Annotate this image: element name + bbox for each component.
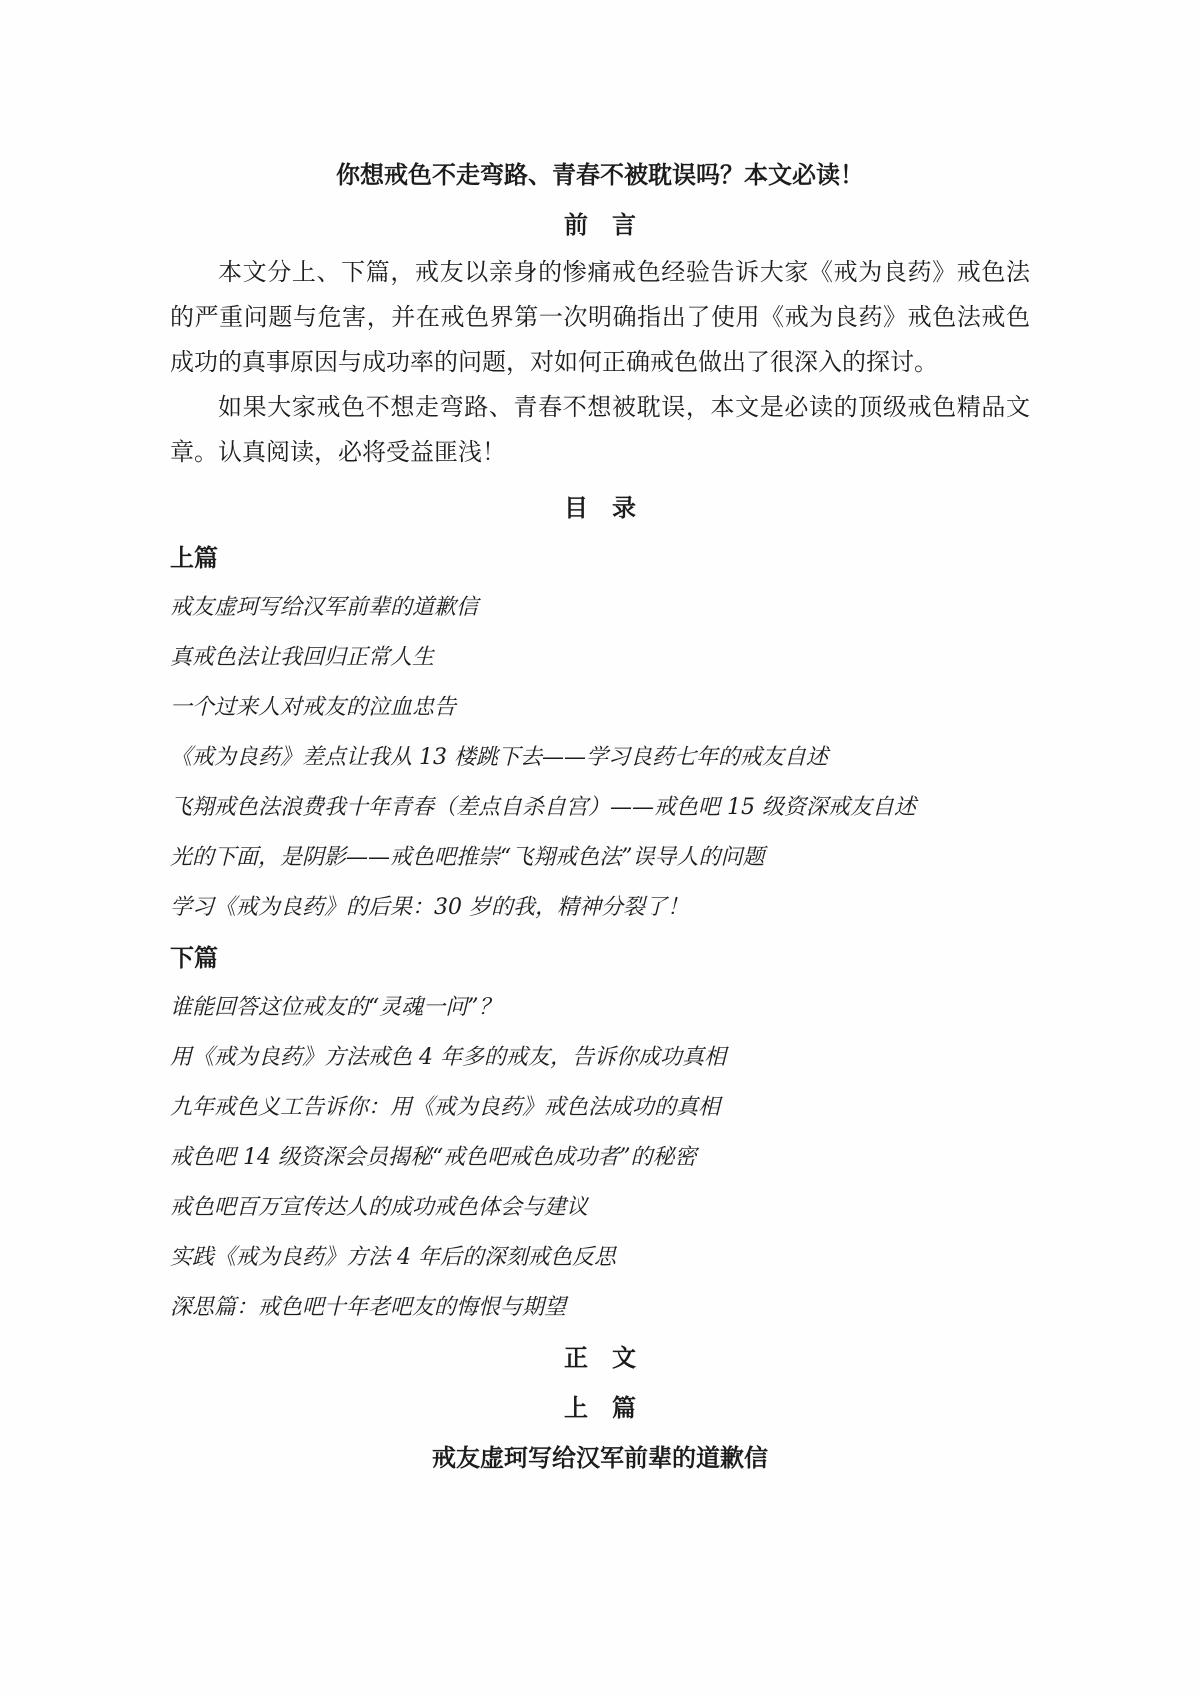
toc-part1-label: 上篇: [170, 544, 218, 572]
toc-item: 实践《戒为良药》方法 4 年后的深刻戒色反思: [170, 1245, 616, 1270]
toc-item: 戒色吧百万宣传达人的成功戒色体会与建议: [170, 1195, 589, 1220]
toc-item: 飞翔戒色法浪费我十年青春（差点自杀自宫）——戒色吧 15 级资深戒友自述: [170, 795, 916, 820]
document-title: 你想戒色不走弯路、青春不被耽误吗？本文必读！: [336, 160, 864, 189]
preface-paragraph-1: 本文分上、下篇，戒友以亲身的惨痛戒色经验告诉大家《戒为良药》戒色法的严重问题与危害，并在戒色界第一次明确指出了使用《戒为良药》戒色法戒色成功的真事原因与成功率的问题，对如何正确戒色做出了很深入的探讨。: [170, 258, 1030, 376]
toc-item: 戒色吧 14 级资深会员揭秘“戒色吧戒色成功者”的秘密: [170, 1145, 697, 1170]
toc-item: 真戒色法让我回归正常人生: [170, 645, 435, 670]
toc-heading: 目 录: [564, 493, 636, 522]
toc-item: 一个过来人对戒友的泣血忠告: [170, 695, 457, 720]
toc-item: 用《戒为良药》方法戒色 4 年多的戒友，告诉你成功真相: [170, 1045, 726, 1070]
main-text-heading: 正 文: [564, 1343, 636, 1372]
toc-item: 深思篇：戒色吧十年老吧友的悔恨与期望: [170, 1295, 567, 1320]
preface-paragraph-2: 如果大家戒色不想走弯路、青春不想被耽误，本文是必读的顶级戒色精品文章。认真阅读，必将受益匪浅！: [170, 393, 1030, 466]
preface-heading: 前 言: [564, 210, 636, 239]
toc-part2-label: 下篇: [170, 944, 218, 972]
toc-item: 光的下面，是阴影——戒色吧推崇“飞翔戒色法”误导人的问题: [170, 845, 765, 870]
toc-item: 《戒为良药》差点让我从 13 楼跳下去——学习良药七年的戒友自述: [170, 745, 828, 770]
article-title: 戒友虚珂写给汉军前辈的道歉信: [432, 1444, 768, 1472]
toc-item: 九年戒色义工告诉你：用《戒为良药》戒色法成功的真相: [170, 1095, 721, 1120]
toc-item: 学习《戒为良药》的后果：30 岁的我，精神分裂了！: [170, 895, 689, 920]
main-part-heading: 上 篇: [564, 1393, 636, 1422]
toc-item: 谁能回答这位戒友的“灵魂一问”？: [170, 995, 501, 1020]
toc-item: 戒友虚珂写给汉军前辈的道歉信: [170, 595, 479, 620]
